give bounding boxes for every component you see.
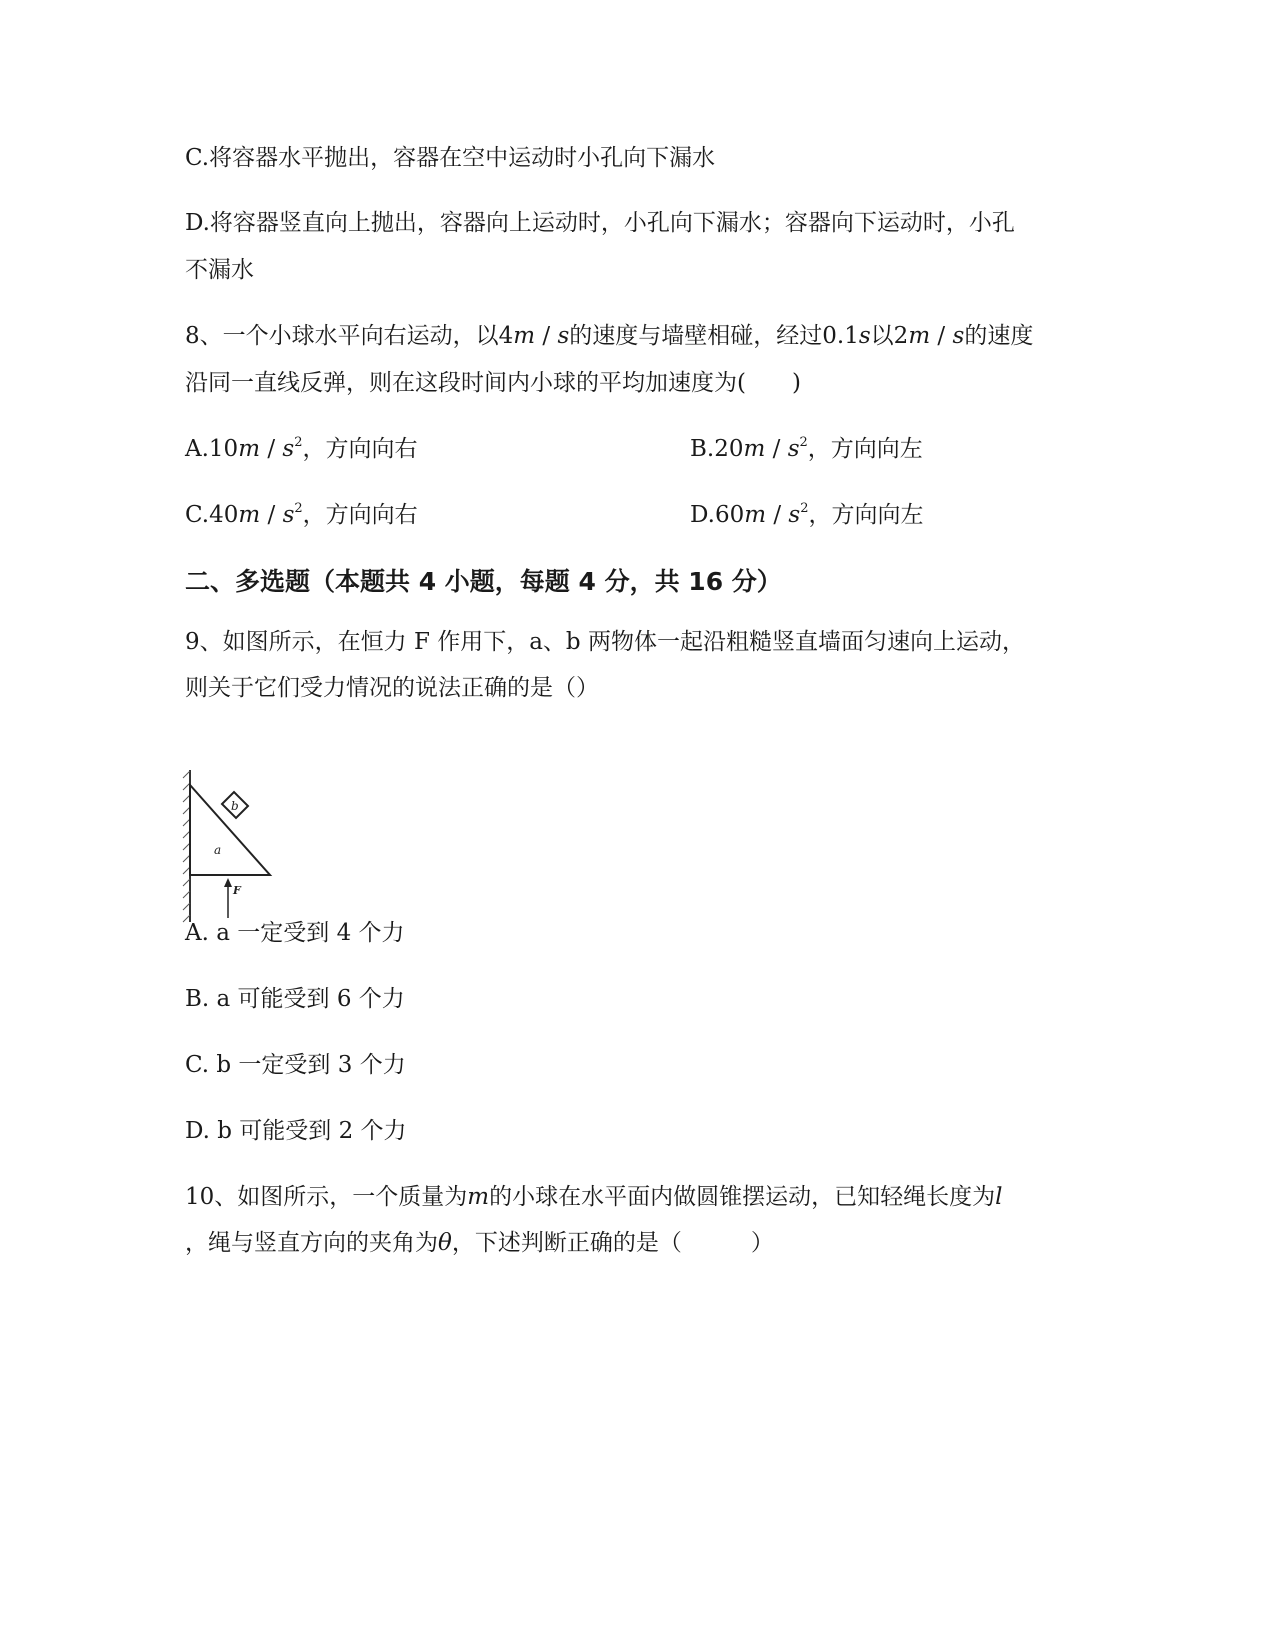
q8-option-d-value: 60 — [714, 502, 745, 528]
q7-option-d-line1: D.将容器竖直向上抛出，容器向上运动时，小孔向下漏水；容器向下运动时，小孔 — [185, 210, 1015, 236]
q8-speed2: 2 — [893, 323, 909, 349]
q10-text-c: ，绳与竖直方向的夹角为 — [185, 1230, 438, 1256]
q8-option-c-dir: ，方向向右 — [302, 502, 418, 528]
q8-text-a: 8、一个小球水平向右运动，以 — [185, 323, 499, 349]
q10-angle-symbol: θ — [438, 1230, 452, 1256]
q8-option-d-unit-s: s — [788, 502, 801, 528]
q7-option-c: C.将容器水平抛出，容器在空中运动时小孔向下漏水 — [185, 145, 716, 171]
q8-option-c — [185, 500, 418, 530]
q8-option-c-unit-s: s — [282, 502, 295, 528]
q10-length-symbol: l — [995, 1184, 1003, 1210]
q8-stem-line1 — [185, 321, 1033, 351]
q8-option-d-dir: ，方向向左 — [808, 502, 924, 528]
q9-option-b: B. a 可能受到 6 个力 — [185, 986, 405, 1012]
q8-option-a-value: 10 — [208, 436, 239, 462]
q8-option-b-exp: 2 — [799, 435, 808, 450]
q8-option-c-exp: 2 — [294, 501, 303, 516]
q10-mass-symbol: m — [467, 1184, 490, 1210]
q8-unit-s2: s — [952, 323, 965, 349]
q8-option-a-prefix: A. — [185, 436, 209, 462]
q8-option-b-value: 20 — [714, 436, 744, 462]
force-label: F — [233, 884, 241, 897]
q8-option-b-dir: ，方向向左 — [807, 436, 923, 462]
q8-option-d — [690, 500, 924, 530]
q10-text-a: 10、如图所示，一个质量为 — [185, 1184, 468, 1210]
q8-option-c-value: 40 — [209, 502, 239, 528]
force-arrow-head — [224, 878, 232, 887]
q8-stem-line2: 沿同一直线反弹，则在这段时间内小球的平均加速度为( ) — [185, 370, 801, 396]
q8-option-c-prefix: C. — [185, 502, 210, 528]
q8-option-a-unit-s: s — [282, 436, 295, 462]
section-heading-multiple-choice: 二、多选题（本题共 4 小题，每题 4 分，共 16 分） — [185, 567, 782, 596]
q8-unit-slash2: / — [930, 323, 953, 349]
wall-hatching — [183, 771, 190, 922]
q9-option-d: D. b 可能受到 2 个力 — [185, 1118, 407, 1144]
q8-option-b-unit-m: m — [743, 436, 766, 462]
q8-unit-m: m — [513, 323, 536, 349]
q10-text-d: ，下述判断正确的是（ ） — [451, 1230, 774, 1256]
q9-option-a: A. a 一定受到 4 个力 — [185, 920, 405, 946]
q8-time: 0.1 — [822, 323, 859, 349]
q8-option-c-unit-m: m — [238, 502, 261, 528]
q8-text-b: 的速度与墙壁相碰，经过 — [569, 323, 823, 349]
q8-option-d-slash: / — [766, 502, 789, 528]
q9-option-c: C. b 一定受到 3 个力 — [185, 1052, 406, 1078]
q8-unit-m2: m — [908, 323, 931, 349]
q8-unit-s: s — [557, 323, 570, 349]
q8-time-unit: s — [858, 323, 871, 349]
q8-option-a-exp: 2 — [294, 435, 303, 450]
q8-option-a-unit-m: m — [238, 436, 261, 462]
q8-option-a-dir: ，方向向右 — [302, 436, 418, 462]
q8-option-d-exp: 2 — [800, 501, 809, 516]
q8-option-b — [690, 434, 923, 464]
q10-stem-line2 — [185, 1228, 774, 1258]
q8-option-a-slash: / — [260, 436, 283, 462]
q10-text-b: 的小球在水平面内做圆锥摆运动，已知轻绳长度为 — [489, 1184, 996, 1210]
q8-option-b-prefix: B. — [690, 436, 715, 462]
q8-option-c-slash: / — [260, 502, 283, 528]
block-b-label: b — [231, 799, 239, 813]
q9-figure-wall-blocks — [180, 770, 290, 930]
q9-stem-line1: 9、如图所示，在恒力 F 作用下，a、b 两物体一起沿粗糙竖直墙面匀速向上运动， — [185, 629, 1025, 655]
q8-unit-slash: / — [535, 323, 558, 349]
q8-option-d-unit-m: m — [744, 502, 767, 528]
q9-stem-line2: 则关于它们受力情况的说法正确的是（） — [185, 675, 599, 701]
q8-text-d: 的速度 — [964, 323, 1034, 349]
q8-option-b-slash: / — [765, 436, 788, 462]
q8-option-b-unit-s: s — [787, 436, 800, 462]
block-a-label: a — [214, 843, 222, 857]
q8-option-d-prefix: D. — [690, 502, 715, 528]
q8-speed1: 4 — [498, 323, 514, 349]
q8-option-a — [185, 434, 417, 464]
q8-text-c: 以 — [870, 323, 894, 349]
q10-stem-line1 — [185, 1182, 1002, 1212]
q7-option-d-line2: 不漏水 — [185, 257, 254, 283]
